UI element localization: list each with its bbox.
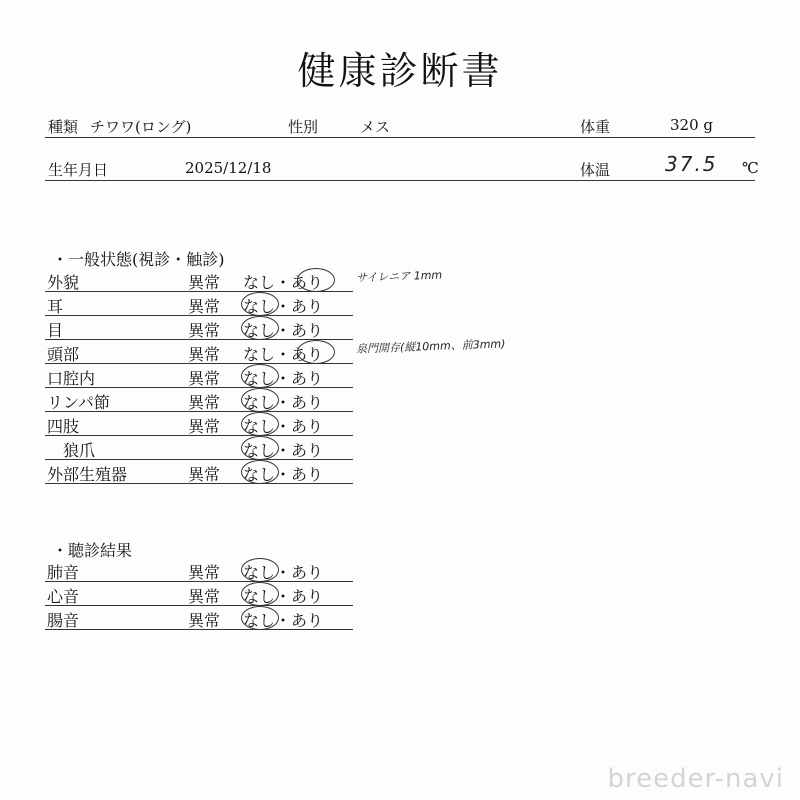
options-text: なし・あり (243, 563, 324, 582)
selection-circle (297, 268, 335, 292)
selection-circle (241, 364, 279, 388)
row-label: 外貌 (47, 273, 80, 292)
temperature-unit: ℃ (742, 159, 759, 177)
weight-label: 体重 (580, 118, 611, 136)
options-text: なし・あり (243, 369, 324, 388)
table-row (45, 364, 353, 388)
breed-value: チワワ(ロング) (90, 118, 192, 136)
row-label: 腸音 (47, 611, 80, 630)
abnormal-label: 異常 (188, 563, 221, 582)
selection-circle (241, 606, 279, 630)
selection-circle (241, 412, 279, 436)
temperature-value: 37.5 (665, 152, 718, 176)
row-label: 肺音 (47, 563, 80, 582)
options-text: なし・あり (243, 297, 324, 316)
abnormal-label: 異常 (188, 345, 221, 364)
options-text: なし・あり (243, 441, 324, 460)
table-row (45, 268, 353, 292)
abnormal-label: 異常 (188, 465, 221, 484)
abnormal-label: 異常 (188, 321, 221, 340)
appearance-note: サイレニア 1mm (355, 268, 443, 285)
breed-label: 種類 (48, 118, 79, 136)
dob-value: 2025/12/18 (185, 159, 272, 177)
selection-circle (297, 340, 335, 364)
options-text: なし・あり (243, 417, 324, 436)
row-label: 狼爪 (63, 441, 96, 460)
row-label: 耳 (47, 297, 64, 316)
selection-circle (241, 388, 279, 412)
sex-label: 性別 (288, 118, 319, 136)
options-text: なし・あり (243, 321, 324, 340)
row-label: 口腔内 (47, 369, 96, 388)
selection-circle (241, 436, 279, 460)
options-text: なし・あり (243, 393, 324, 412)
table-row (45, 460, 353, 484)
table-row (45, 316, 353, 340)
abnormal-label: 異常 (188, 587, 221, 606)
table-row (45, 412, 353, 436)
abnormal-label: 異常 (188, 297, 221, 316)
options-text: なし・あり (243, 587, 324, 606)
options-text: なし・あり (243, 345, 324, 364)
abnormal-label: 異常 (188, 273, 221, 292)
table-row (45, 582, 353, 606)
table-row (45, 558, 353, 582)
header-rule-1 (45, 137, 755, 138)
document-title: 健康診断書 (297, 49, 503, 93)
abnormal-label: 異常 (188, 611, 221, 630)
abnormal-label: 異常 (188, 417, 221, 436)
selection-circle (241, 558, 279, 582)
table-row (45, 340, 353, 364)
selection-circle (241, 316, 279, 340)
table-row (45, 292, 353, 316)
row-label: 目 (47, 321, 64, 340)
table-row (45, 388, 353, 412)
head-note: 泉門開存(縦10mm、前3mm) (355, 337, 506, 356)
abnormal-label: 異常 (188, 369, 221, 388)
row-label: 頭部 (47, 345, 80, 364)
row-label: リンパ節 (47, 393, 110, 412)
options-text: なし・あり (243, 611, 324, 630)
temperature-label: 体温 (580, 161, 611, 179)
sex-value: メス (360, 118, 391, 136)
row-label: 心音 (47, 587, 80, 606)
general-table (45, 268, 353, 484)
auscultation-section-heading: ・聴診結果 (52, 541, 133, 560)
weight-value: 320 g (670, 116, 714, 134)
header-rule-2 (45, 180, 755, 181)
watermark: breeder-navi (607, 764, 784, 794)
general-section-heading: ・一般状態(視診・触診) (52, 250, 225, 269)
row-label: 四肢 (47, 417, 80, 436)
selection-circle (241, 292, 279, 316)
dob-label: 生年月日 (48, 161, 109, 179)
options-text: なし・あり (243, 465, 324, 484)
options-text: なし・あり (243, 273, 324, 292)
table-row (45, 436, 353, 460)
abnormal-label: 異常 (188, 393, 221, 412)
selection-circle (241, 582, 279, 606)
auscultation-table (45, 558, 353, 630)
table-row (45, 606, 353, 630)
row-label: 外部生殖器 (47, 465, 128, 484)
selection-circle (241, 460, 279, 484)
